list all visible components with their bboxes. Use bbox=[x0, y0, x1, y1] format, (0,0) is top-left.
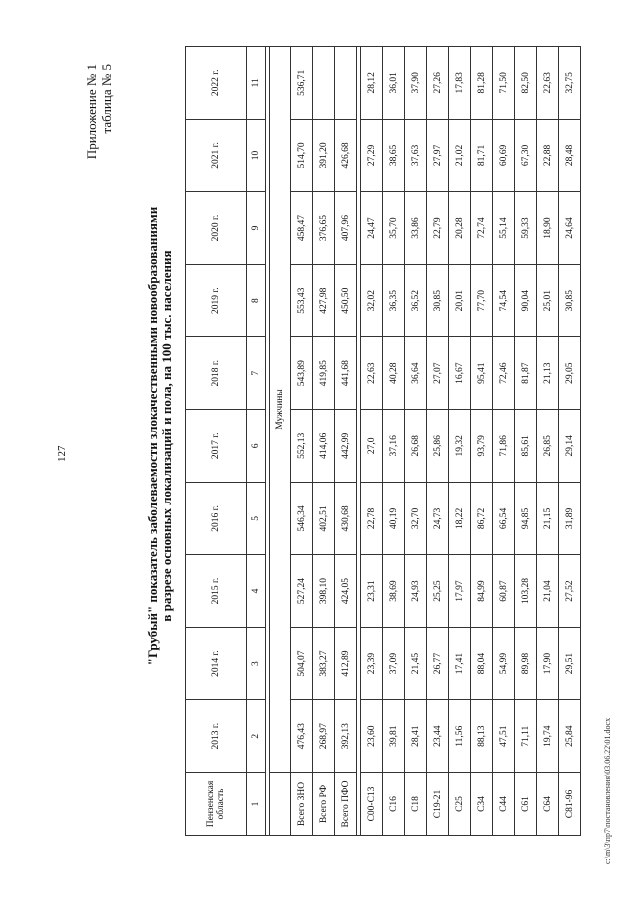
table-cell: 419,85 bbox=[313, 337, 335, 410]
table-cell: 81,71 bbox=[471, 119, 493, 192]
table-cell: 38,69 bbox=[383, 555, 405, 628]
table-cell: 398,10 bbox=[313, 555, 335, 628]
table-cell: 36,64 bbox=[405, 337, 427, 410]
table-cell bbox=[313, 47, 335, 120]
table-cell: 22,79 bbox=[427, 192, 449, 265]
title-line-2: в разрезе основных локализаций и пола, на 100 тыс. населения bbox=[159, 250, 174, 622]
table-cell: 18,22 bbox=[449, 482, 471, 555]
table-cell: 26,85 bbox=[537, 410, 559, 483]
table-cell: 24,47 bbox=[361, 192, 383, 265]
year-header: 2016 г. bbox=[186, 482, 247, 555]
table-cell: 20,01 bbox=[449, 264, 471, 337]
column-number: 3 bbox=[247, 627, 266, 700]
table-cell: 21,04 bbox=[537, 555, 559, 628]
table-cell: 26,77 bbox=[427, 627, 449, 700]
table-cell: 84,99 bbox=[471, 555, 493, 628]
table-cell: 82,50 bbox=[515, 47, 537, 120]
table-cell: 36,35 bbox=[383, 264, 405, 337]
table-cell: 383,27 bbox=[313, 627, 335, 700]
table-cell: 71,50 bbox=[493, 47, 515, 120]
year-header: 2013 г. bbox=[186, 700, 247, 773]
year-header: 2021 г. bbox=[186, 119, 247, 192]
title-line-1: "Грубый" показатель заболеваемости злокачественными новообразованиями bbox=[145, 206, 160, 666]
table-cell: 93,79 bbox=[471, 410, 493, 483]
column-number: 9 bbox=[247, 192, 266, 265]
table-cell: 458,47 bbox=[291, 192, 313, 265]
table-cell: 28,48 bbox=[559, 119, 581, 192]
table-cell: 71,11 bbox=[515, 700, 537, 773]
appendix-line-2: таблица № 5 bbox=[99, 64, 114, 134]
table-cell: 90,04 bbox=[515, 264, 537, 337]
table-cell: 22,63 bbox=[537, 47, 559, 120]
table-cell: 27,07 bbox=[427, 337, 449, 410]
table-cell: 33,86 bbox=[405, 192, 427, 265]
table-cell: 27,29 bbox=[361, 119, 383, 192]
table-cell: 11,56 bbox=[449, 700, 471, 773]
table-cell: 40,28 bbox=[383, 337, 405, 410]
year-header: 2019 г. bbox=[186, 264, 247, 337]
table-row bbox=[559, 47, 581, 836]
table-cell: 23,31 bbox=[361, 555, 383, 628]
table-cell: 36,01 bbox=[383, 47, 405, 120]
table-cell: 407,96 bbox=[335, 192, 357, 265]
table-cell: 268,97 bbox=[313, 700, 335, 773]
section-label: Мужчины bbox=[270, 47, 291, 773]
table-cell: 427,98 bbox=[313, 264, 335, 337]
row-label: С00-С13 bbox=[361, 773, 383, 836]
table-cell: 35,70 bbox=[383, 192, 405, 265]
table-cell: 72,46 bbox=[493, 337, 515, 410]
table-cell: 441,68 bbox=[335, 337, 357, 410]
table-cell: 88,13 bbox=[471, 700, 493, 773]
table-cell: 22,88 bbox=[537, 119, 559, 192]
table-cell: 21,45 bbox=[405, 627, 427, 700]
table-cell: 37,90 bbox=[405, 47, 427, 120]
table-cell: 426,68 bbox=[335, 119, 357, 192]
table-cell: 552,13 bbox=[291, 410, 313, 483]
table-cell: 60,69 bbox=[493, 119, 515, 192]
column-number-row bbox=[247, 47, 266, 836]
table-cell: 536,71 bbox=[291, 47, 313, 120]
table-cell: 376,65 bbox=[313, 192, 335, 265]
column-number: 10 bbox=[247, 119, 266, 192]
table-row bbox=[493, 47, 515, 836]
document-title bbox=[146, 126, 174, 746]
table-cell: 30,85 bbox=[559, 264, 581, 337]
row-label: С25 bbox=[449, 773, 471, 836]
table-cell: 25,84 bbox=[559, 700, 581, 773]
table-cell: 27,52 bbox=[559, 555, 581, 628]
table-cell: 25,01 bbox=[537, 264, 559, 337]
table-row bbox=[515, 47, 537, 836]
column-number: 2 bbox=[247, 700, 266, 773]
table-cell: 60,87 bbox=[493, 555, 515, 628]
table-cell: 71,86 bbox=[493, 410, 515, 483]
table-cell: 21,13 bbox=[537, 337, 559, 410]
table-cell: 19,74 bbox=[537, 700, 559, 773]
table-cell: 54,99 bbox=[493, 627, 515, 700]
table-cell: 38,65 bbox=[383, 119, 405, 192]
table-cell: 27,26 bbox=[427, 47, 449, 120]
table-cell: 29,51 bbox=[559, 627, 581, 700]
table-cell: 28,41 bbox=[405, 700, 427, 773]
table-cell: 402,51 bbox=[313, 482, 335, 555]
row-label: Всего РФ bbox=[313, 773, 335, 836]
table-cell: 17,90 bbox=[537, 627, 559, 700]
table-cell: 17,83 bbox=[449, 47, 471, 120]
table-cell bbox=[335, 47, 357, 120]
table-cell: 23,60 bbox=[361, 700, 383, 773]
table-cell: 31,89 bbox=[559, 482, 581, 555]
row-label: С19-21 bbox=[427, 773, 449, 836]
table-cell: 30,85 bbox=[427, 264, 449, 337]
table-cell: 20,28 bbox=[449, 192, 471, 265]
table-cell: 21,02 bbox=[449, 119, 471, 192]
incidence-table bbox=[185, 46, 581, 836]
table-cell: 37,63 bbox=[405, 119, 427, 192]
row-label: С44 bbox=[493, 773, 515, 836]
row-label: Всего ПФО bbox=[335, 773, 357, 836]
table-row bbox=[335, 47, 357, 836]
table-cell: 424,05 bbox=[335, 555, 357, 628]
column-number: 8 bbox=[247, 264, 266, 337]
table-cell: 17,97 bbox=[449, 555, 471, 628]
page-number: 127 bbox=[56, 445, 68, 462]
column-number: 6 bbox=[247, 410, 266, 483]
year-header: 2022 г. bbox=[186, 47, 247, 120]
table-cell: 23,44 bbox=[427, 700, 449, 773]
table-cell: 514,70 bbox=[291, 119, 313, 192]
row-label: С34 bbox=[471, 773, 493, 836]
section-row bbox=[270, 47, 291, 836]
table-row bbox=[291, 47, 313, 836]
table-cell: 22,78 bbox=[361, 482, 383, 555]
table-cell: 89,98 bbox=[515, 627, 537, 700]
row-label: С61 bbox=[515, 773, 537, 836]
column-number: 5 bbox=[247, 482, 266, 555]
table-cell: 527,24 bbox=[291, 555, 313, 628]
table-cell: 95,41 bbox=[471, 337, 493, 410]
table-cell: 21,15 bbox=[537, 482, 559, 555]
table-cell: 29,14 bbox=[559, 410, 581, 483]
table-cell: 37,09 bbox=[383, 627, 405, 700]
year-header: 2017 г. bbox=[186, 410, 247, 483]
table-cell: 430,68 bbox=[335, 482, 357, 555]
table-cell: 553,43 bbox=[291, 264, 313, 337]
row-label: С81-96 bbox=[559, 773, 581, 836]
row-label: С64 bbox=[537, 773, 559, 836]
table-cell: 27,0 bbox=[361, 410, 383, 483]
table-cell: 59,33 bbox=[515, 192, 537, 265]
table-cell: 22,63 bbox=[361, 337, 383, 410]
table-row bbox=[405, 47, 427, 836]
table-cell: 72,74 bbox=[471, 192, 493, 265]
file-path-footer: c:\m\3\пр7\постановления\03.06.22\01.docx bbox=[603, 717, 612, 864]
table-cell: 546,34 bbox=[291, 482, 313, 555]
column-number: 7 bbox=[247, 337, 266, 410]
year-header: 2018 г. bbox=[186, 337, 247, 410]
table-row bbox=[383, 47, 405, 836]
year-header: 2015 г. bbox=[186, 555, 247, 628]
table-cell: 81,28 bbox=[471, 47, 493, 120]
row-label: С18 bbox=[405, 773, 427, 836]
table-cell: 55,14 bbox=[493, 192, 515, 265]
table-cell: 24,73 bbox=[427, 482, 449, 555]
row-label: С16 bbox=[383, 773, 405, 836]
year-header: 2020 г. bbox=[186, 192, 247, 265]
table-cell: 74,54 bbox=[493, 264, 515, 337]
table-row bbox=[361, 47, 383, 836]
table-cell: 412,89 bbox=[335, 627, 357, 700]
table-cell: 81,87 bbox=[515, 337, 537, 410]
appendix-line-1: Приложение № 1 bbox=[84, 64, 99, 160]
table-cell: 391,20 bbox=[313, 119, 335, 192]
table-cell: 24,64 bbox=[559, 192, 581, 265]
table-cell: 86,72 bbox=[471, 482, 493, 555]
table-cell: 23,39 bbox=[361, 627, 383, 700]
table-cell: 36,52 bbox=[405, 264, 427, 337]
table-cell: 543,89 bbox=[291, 337, 313, 410]
table-cell: 442,99 bbox=[335, 410, 357, 483]
table-cell: 29,05 bbox=[559, 337, 581, 410]
table-row bbox=[471, 47, 493, 836]
table-row bbox=[537, 47, 559, 836]
appendix-label bbox=[84, 64, 114, 159]
table-cell: 476,43 bbox=[291, 700, 313, 773]
table-cell: 77,70 bbox=[471, 264, 493, 337]
column-number: 11 bbox=[247, 47, 266, 120]
column-number: 1 bbox=[247, 773, 266, 836]
table-cell: 24,93 bbox=[405, 555, 427, 628]
table-cell: 39,81 bbox=[383, 700, 405, 773]
table-cell: 19,32 bbox=[449, 410, 471, 483]
table-cell: 17,41 bbox=[449, 627, 471, 700]
table-cell: 450,50 bbox=[335, 264, 357, 337]
region-header: Пензенская область bbox=[186, 773, 247, 836]
table-row bbox=[313, 47, 335, 836]
table-cell: 18,90 bbox=[537, 192, 559, 265]
table-cell: 26,68 bbox=[405, 410, 427, 483]
table-cell: 88,04 bbox=[471, 627, 493, 700]
table-cell: 94,85 bbox=[515, 482, 537, 555]
table-cell: 103,28 bbox=[515, 555, 537, 628]
column-number: 4 bbox=[247, 555, 266, 628]
table-row bbox=[449, 47, 471, 836]
table-cell: 27,97 bbox=[427, 119, 449, 192]
header-row bbox=[186, 47, 247, 836]
table-cell: 67,30 bbox=[515, 119, 537, 192]
table-cell: 16,67 bbox=[449, 337, 471, 410]
year-header: 2014 г. bbox=[186, 627, 247, 700]
table-cell: 32,02 bbox=[361, 264, 383, 337]
table-cell: 28,12 bbox=[361, 47, 383, 120]
table-cell: 392,13 bbox=[335, 700, 357, 773]
table-cell: 32,70 bbox=[405, 482, 427, 555]
table-cell: 40,19 bbox=[383, 482, 405, 555]
table-cell: 25,25 bbox=[427, 555, 449, 628]
row-label: Всего ЗНО bbox=[291, 773, 313, 836]
table-cell: 414,06 bbox=[313, 410, 335, 483]
table-row bbox=[427, 47, 449, 836]
table-cell: 85,61 bbox=[515, 410, 537, 483]
table-cell: 32,75 bbox=[559, 47, 581, 120]
table-cell: 25,86 bbox=[427, 410, 449, 483]
table-cell: 47,51 bbox=[493, 700, 515, 773]
table-cell: 37,16 bbox=[383, 410, 405, 483]
table-cell: 66,54 bbox=[493, 482, 515, 555]
table-cell: 504,07 bbox=[291, 627, 313, 700]
